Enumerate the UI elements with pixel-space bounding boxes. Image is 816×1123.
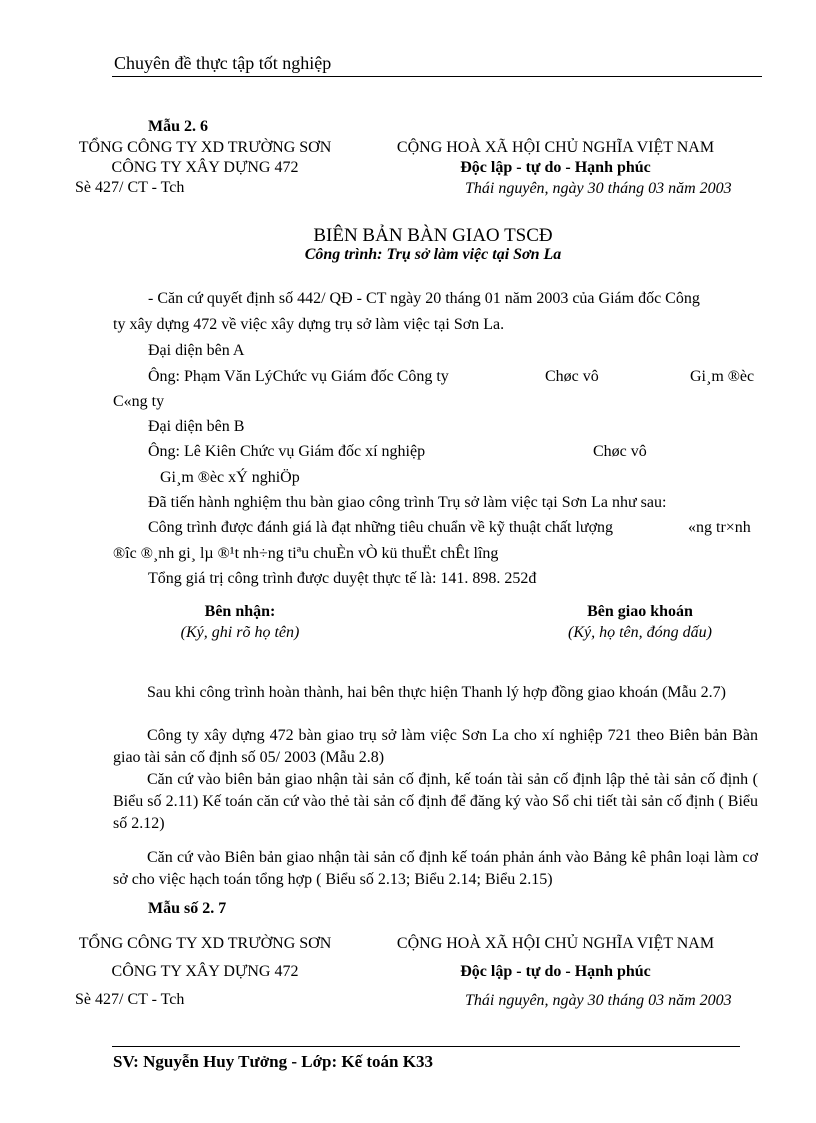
project-subtitle: Công trình: Trụ sở làm việc tại Sơn La [304,246,562,263]
basis-line-2: ty xây dựng 472 về việc xây dựng trụ sở làm việc tại Sơn La. [113,316,505,333]
header-rule [112,76,762,77]
nation-heading: CỘNG HOÀ XÃ HỘI CHỦ NGHĨA VIỆT NAM [396,139,715,156]
paragraph-handover-text: Công ty xây dựng 472 bàn giao trụ sở làm việc Sơn La cho xí nghiệp 721 theo Biên bản Bàn giao tài sản cố định số 05/ 2003 (Mẫu 2.8) [113,727,758,766]
paragraph-handover [113,725,758,769]
document-title: BIÊN BẢN BÀN GIAO TSCĐ [313,225,553,246]
party-b-person: Ông: Lê Kiên Chức vụ Giám đốc xí nghiệp [148,443,426,460]
motto: Độc lập - tự do - Hạnh phúc [460,159,651,176]
receiver-title: Bên nhận: [204,603,276,620]
form-2-org-parent: TỔNG CÔNG TY XD TRƯỜNG SƠN [78,935,332,952]
footer-rule [112,1046,740,1047]
org-name: CÔNG TY XÂY DỰNG 472 [111,159,299,176]
form-2-place-date: Thái nguyên, ngày 30 tháng 03 năm 2003 [465,992,732,1009]
party-a-garbled-position: Chøc vô [545,368,599,385]
form-2-org-name: CÔNG TY XÂY DỰNG 472 [111,963,299,980]
form-label: Mẫu 2. 6 [148,118,208,135]
party-a-garbled-title: Gi¸m ®èc [690,368,755,385]
place-date: Thái nguyên, ngày 30 tháng 03 năm 2003 [465,180,732,197]
paragraph-settlement [113,682,758,704]
paragraph-asset-card [113,769,758,835]
contractor-note: (Ký, họ tên, đóng dấu) [568,624,712,641]
form-2-motto: Độc lập - tự do - Hạnh phúc [460,963,651,980]
page-header-title: Chuyên đề thực tập tốt nghiệp [114,53,332,73]
party-a-label: Đại diện bên A [148,342,245,359]
party-a-garbled-company: C«ng ty [113,393,165,410]
form-2-doc-number: Sè 427/ CT - Tch [75,991,185,1008]
doc-number: Sè 427/ CT - Tch [75,179,185,196]
quality-garbled-2: ®îc ®¸nh gi¸ lµ ®¹t nh÷ng tiªu chuÈn vÒ kü thuËt chÊt lîng [113,545,499,562]
party-a-person: Ông: Phạm Văn LýChức vụ Giám đốc Công ty [148,368,449,385]
org-parent: TỔNG CÔNG TY XD TRƯỜNG SƠN [78,139,332,156]
total-value-line: Tổng giá trị công trình được duyệt thực tế là: 141. 898. 252đ [148,570,537,587]
paragraph-settlement-text: Sau khi công trình hoàn thành, hai bên thực hiện Thanh lý hợp đồng giao khoán (Mẫu 2.7) [147,684,726,701]
quality-garbled-1: «ng tr×nh [688,519,751,536]
paragraph-asset-card-text: Căn cứ vào biên bản giao nhận tài sản cố định, kế toán tài sản cố định lập thẻ tài sản cố định ( Biểu số 2.11) Kế toán căn cứ vào thẻ tài sản cố định để đăng ký vào Sổ chi tiết tài sản cố định ( Biểu số 2.12) [113,771,758,832]
paragraph-classification [113,847,758,891]
party-b-label: Đại diện bên B [148,418,245,435]
footer-student-info: SV: Nguyễn Huy Tưởng - Lớp: Kế toán K33 [113,1052,433,1071]
party-b-garbled-position: Chøc vô [593,443,647,460]
party-b-garbled-title: Gi¸m ®èc xÝ nghiÖp [160,469,300,486]
acceptance-line: Đã tiến hành nghiệm thu bàn giao công trình Trụ sở làm việc tại Sơn La như sau: [148,494,667,511]
form-2-nation-heading: CỘNG HOÀ XÃ HỘI CHỦ NGHĨA VIỆT NAM [396,935,715,952]
receiver-note: (Ký, ghi rõ họ tên) [180,624,300,641]
paragraph-classification-text: Căn cứ vào Biên bản giao nhận tài sản cố định kế toán phản ánh vào Bảng kê phân loại làm cơ sở cho việc hạch toán tổng hợp ( Biểu số 2.13; Biểu 2.14; Biểu 2.15) [113,849,758,888]
basis-line-1: - Căn cứ quyết định số 442/ QĐ - CT ngày 20 tháng 01 năm 2003 của Giám đốc Công [148,290,700,307]
quality-line: Công trình được đánh giá là đạt những tiêu chuẩn về kỹ thuật chất lượng [148,519,614,536]
form-2-label: Mẫu số 2. 7 [148,900,227,917]
contractor-title: Bên giao khoán [587,603,693,620]
